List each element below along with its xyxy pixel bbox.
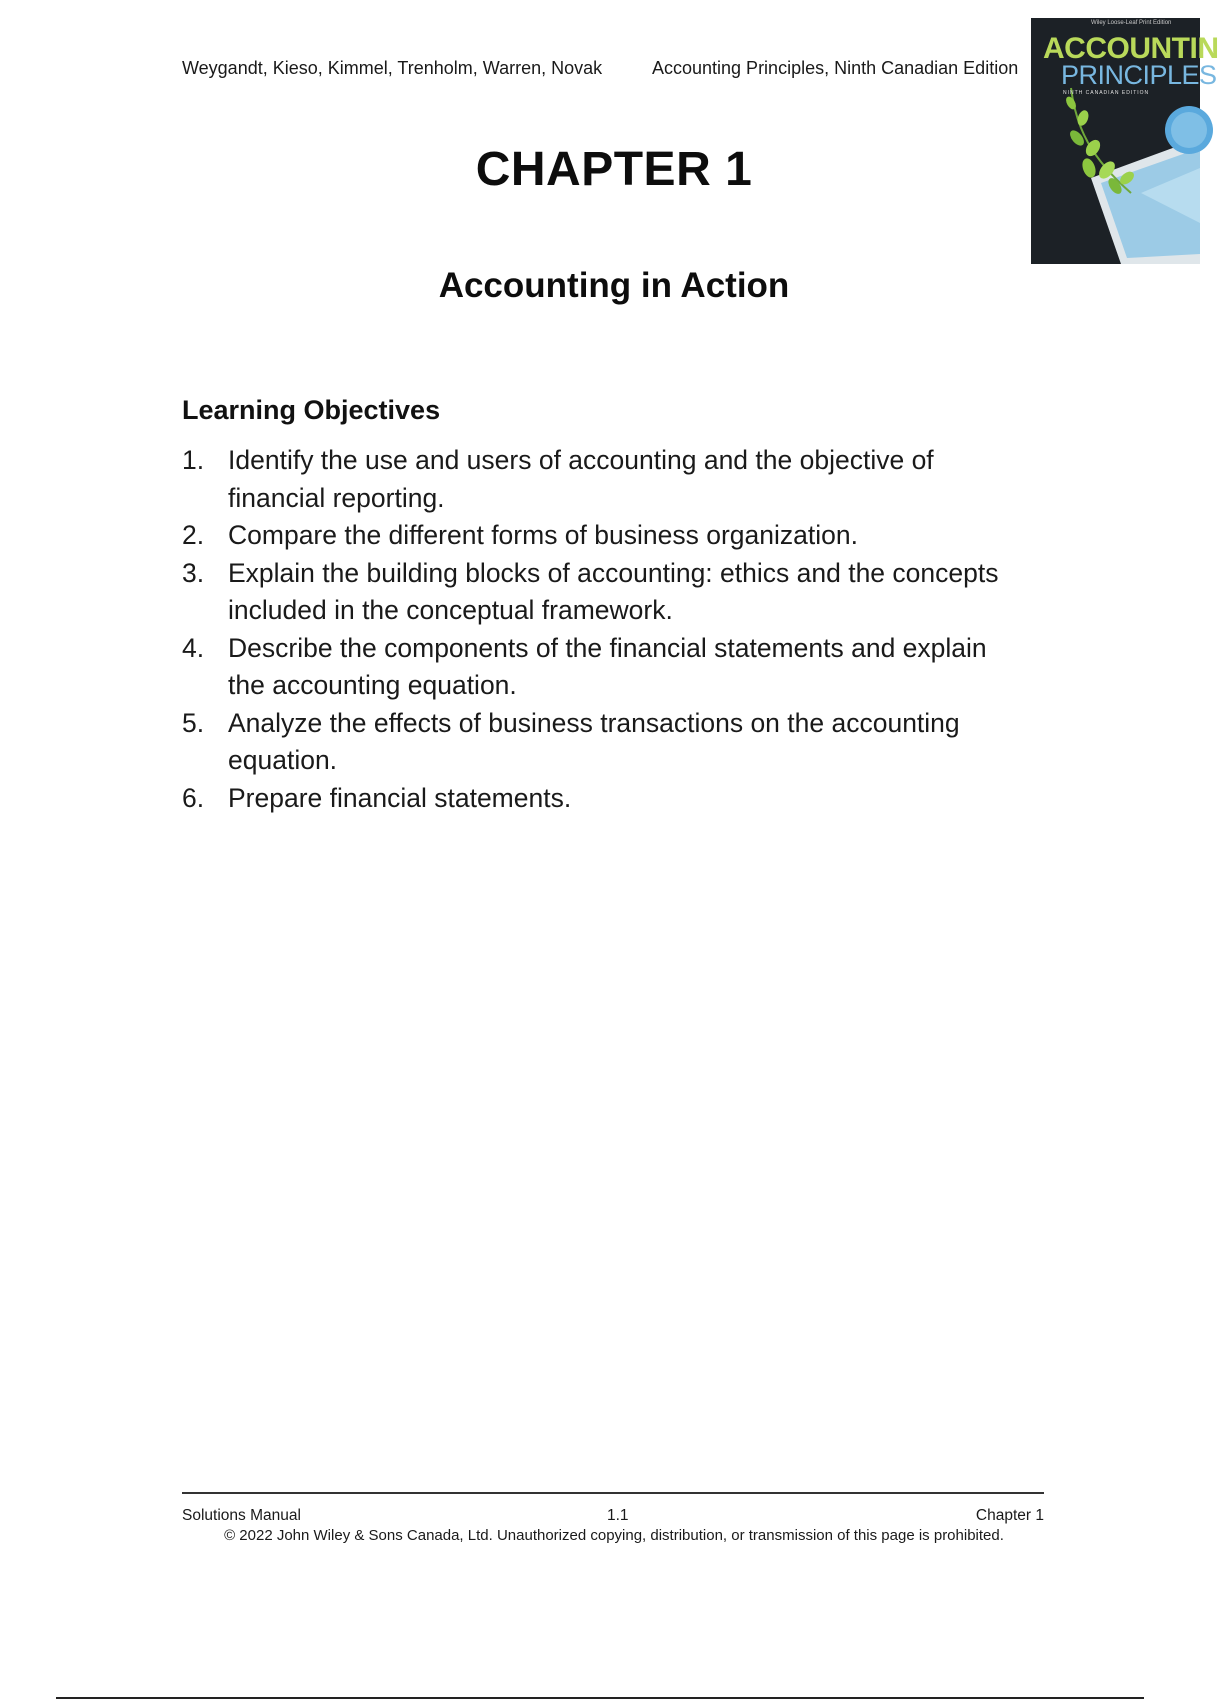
cover-title-line2: PRINCIPLES: [1061, 60, 1217, 90]
chapter-number: CHAPTER 1: [475, 143, 753, 196]
objective-number: 3.: [182, 557, 205, 588]
objective-item: [182, 780, 1012, 818]
objective-number: 6.: [182, 782, 205, 813]
header-book-title: Accounting Principles, Ninth Canadian Edition: [652, 58, 1019, 78]
objective-number: 1.: [182, 445, 205, 475]
objective-item: [182, 630, 1012, 705]
objective-number: 4.: [182, 632, 205, 663]
objective-text: Explain the building blocks of accounting: ethics and the concepts included in the conceptual framework.: [228, 557, 999, 625]
footer-copyright: © 2022 John Wiley & Sons Canada, Ltd. Unauthorized copying, distribution, or transmission of this page is prohibited.: [224, 1527, 1004, 1544]
book-cover-image: [1031, 18, 1219, 264]
footer-divider: [182, 1492, 1044, 1494]
footer-chapter-label: Chapter 1: [975, 1507, 1044, 1524]
cover-top-line: Wiley Loose-Leaf Print Edition: [1091, 20, 1172, 26]
objective-number: 5.: [182, 707, 205, 738]
learning-objectives-list: [182, 442, 1012, 817]
objective-text: Identify the use and users of accounting and the objective of financial reporting.: [228, 445, 934, 513]
header-authors: Weygandt, Kieso, Kimmel, Trenholm, Warren, Novak: [182, 58, 603, 78]
footer-manual-label: Solutions Manual: [182, 1507, 301, 1524]
objective-item: [182, 517, 1012, 555]
objective-number: 2.: [182, 520, 205, 550]
learning-objectives-heading: Learning Objectives: [182, 395, 441, 425]
cover-title-line1: ACCOUNTIN: [1043, 32, 1219, 65]
objective-text: Compare the different forms of business organization.: [228, 520, 858, 550]
page-bottom-divider: [56, 1697, 1144, 1699]
objective-item: [182, 442, 1012, 517]
objective-item: [182, 705, 1012, 780]
footer-page-number: 1.1: [607, 1507, 629, 1524]
objective-text: Describe the components of the financial statements and explain the accounting equation.: [228, 632, 987, 700]
objective-text: Analyze the effects of business transactions on the accounting equation.: [228, 707, 960, 775]
objective-item: [182, 555, 1012, 630]
cover-edition-line: NINTH CANADIAN EDITION: [1063, 90, 1150, 96]
objective-text: Prepare financial statements.: [228, 782, 572, 813]
chapter-title: Accounting in Action: [438, 266, 790, 305]
